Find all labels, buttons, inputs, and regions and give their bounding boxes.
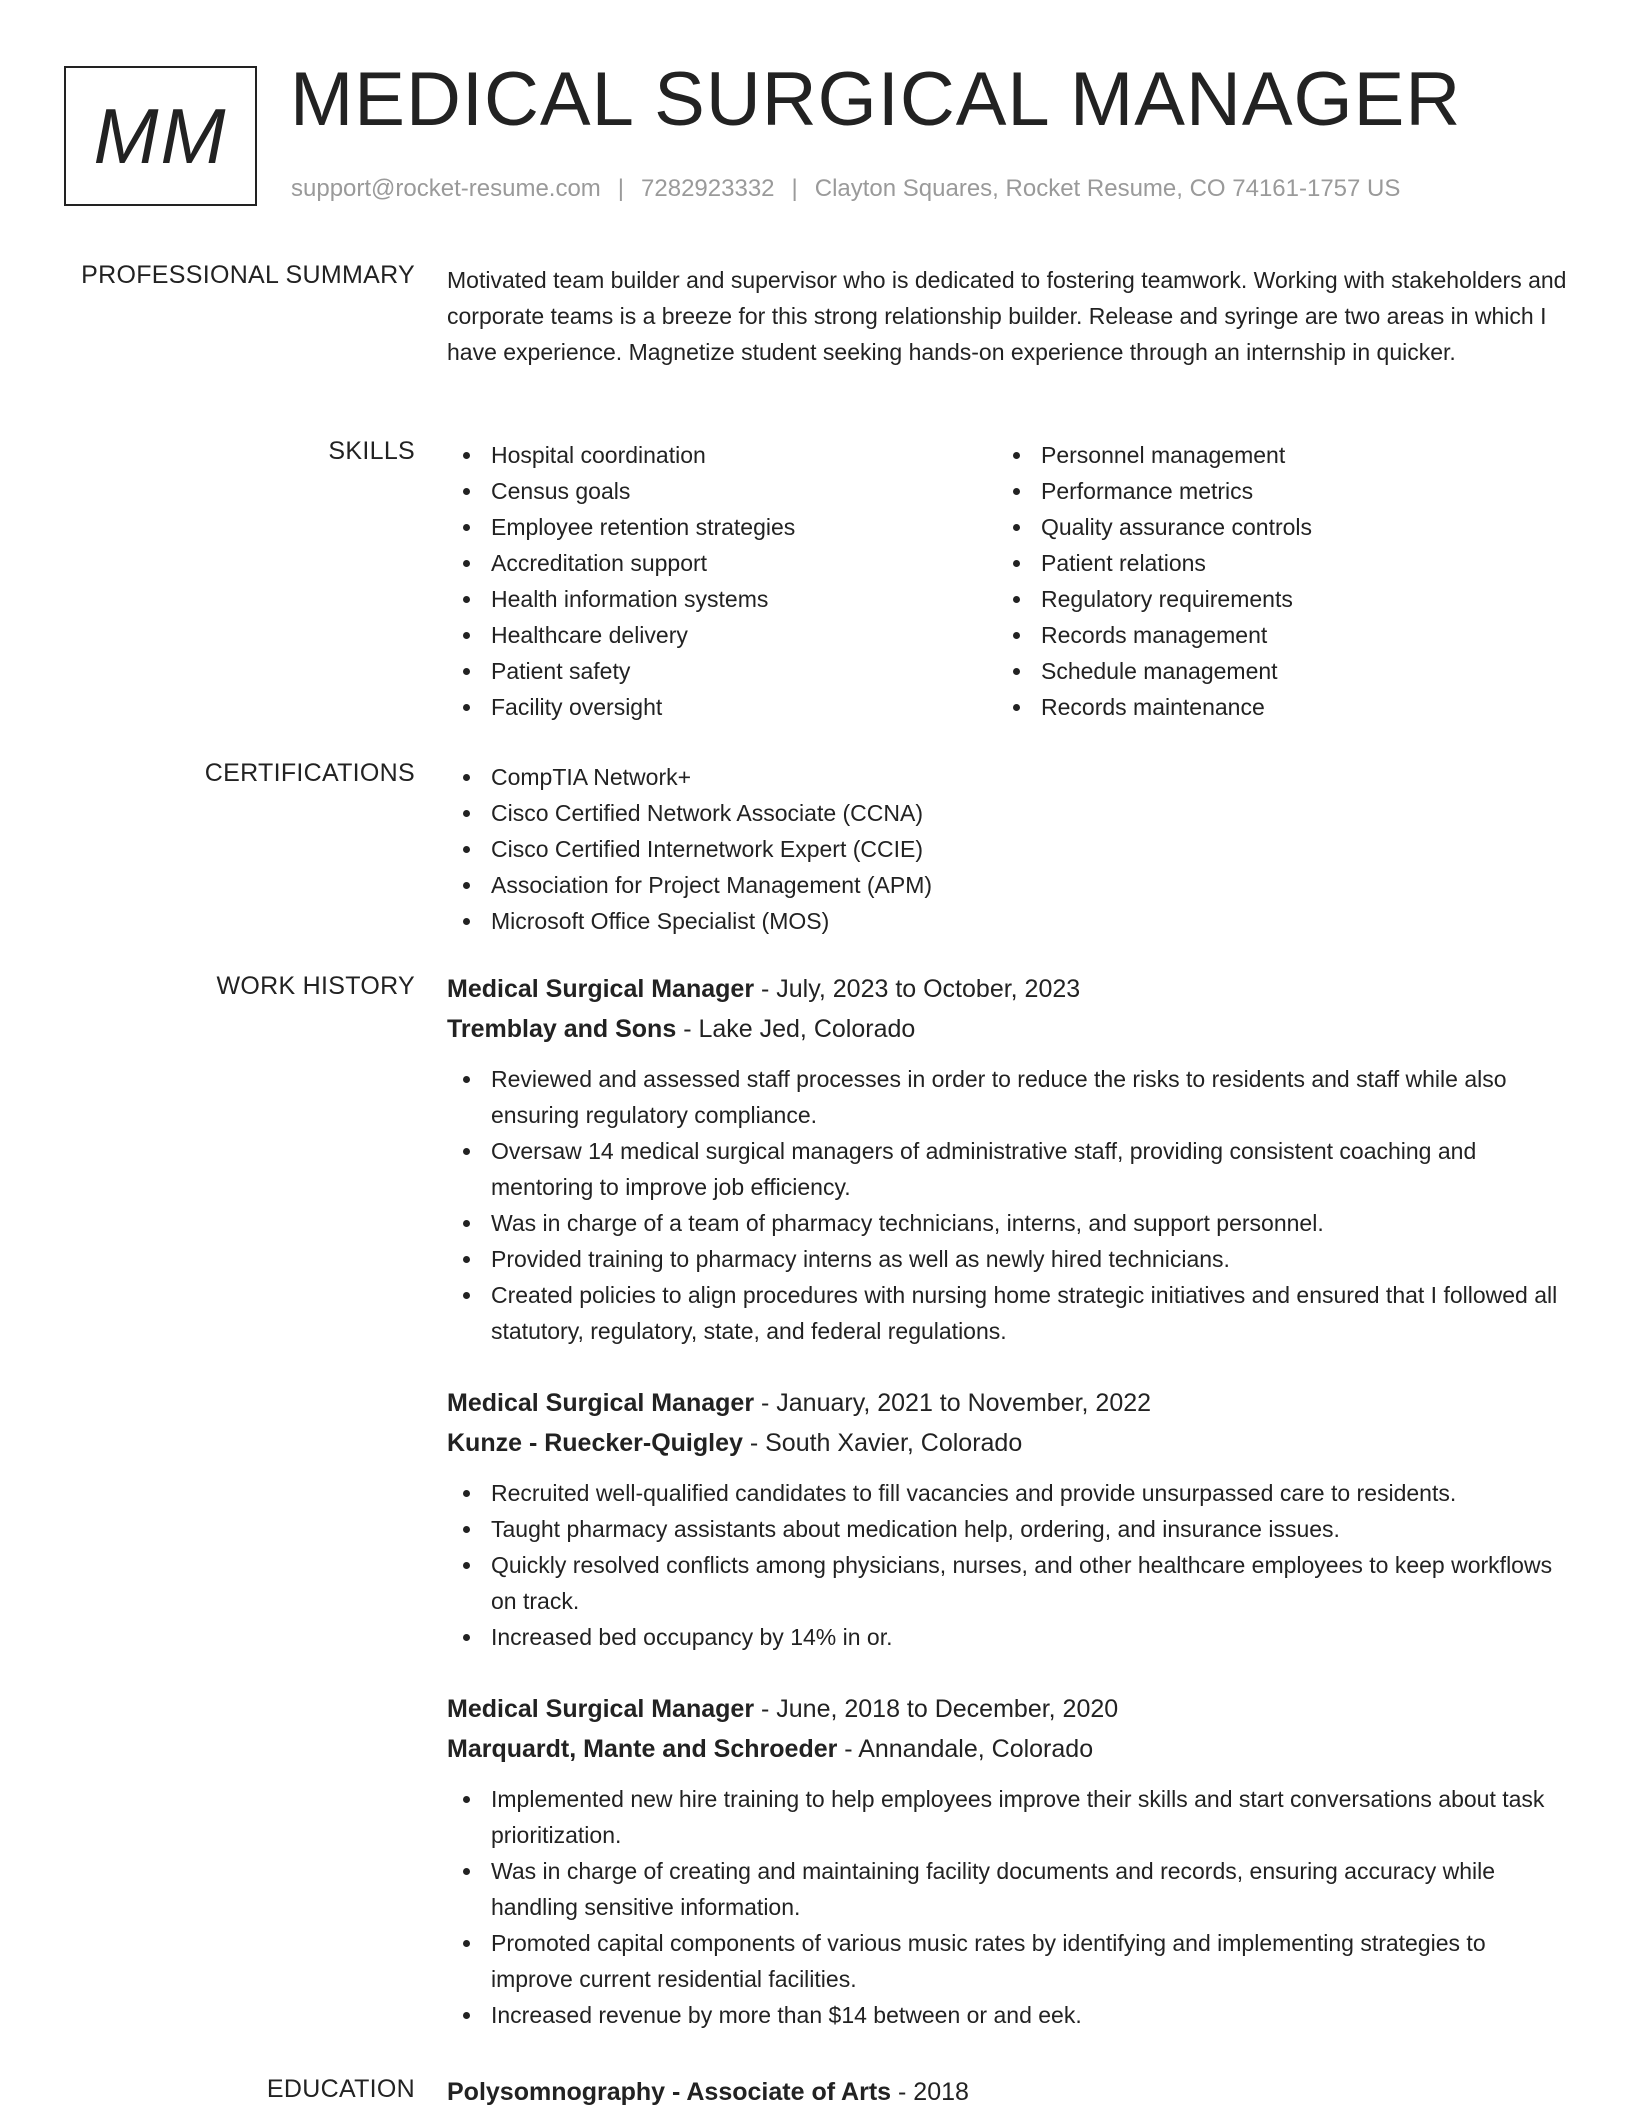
job-title: Medical Surgical Manager [447, 1695, 755, 1723]
job-company: Marquardt, Mante and Schroeder [447, 1735, 838, 1763]
monogram-box [64, 66, 257, 206]
job-duty-item: Promoted capital components of various music rates by identifying and implementing strategies to improve current residential facilities. [447, 1925, 1567, 1997]
contact-address: Clayton Squares, Rocket Resume, CO 74161-1757 US [814, 175, 1401, 202]
skill-item: Healthcare delivery [447, 617, 997, 653]
education-body [447, 2072, 1567, 2112]
contact-phone: 7282923332 [641, 175, 775, 202]
job-dates: - July, 2023 to October, 2023 [754, 975, 1081, 1003]
job-company-line [447, 1009, 1567, 1049]
monogram-initials: MM [93, 91, 228, 180]
certifications-heading: CERTIFICATIONS [204, 759, 415, 787]
job-duties-list [447, 1781, 1567, 2033]
contact-separator: | [791, 175, 798, 202]
skill-item: Performance metrics [997, 473, 1547, 509]
job-duty-item: Increased revenue by more than $14 between or and eek. [447, 1997, 1567, 2033]
certifications-list [447, 759, 1567, 939]
job-location: - Annandale, Colorado [837, 1735, 1094, 1763]
job-duty-item: Oversaw 14 medical surgical managers of administrative staff, providing consistent coaching and mentoring to improve job efficiency. [447, 1133, 1567, 1205]
skills-list-left [447, 437, 997, 725]
skill-item: Hospital coordination [447, 437, 997, 473]
job-duty-item: Was in charge of creating and maintaining facility documents and records, ensuring accuracy while handling sensitive information. [447, 1853, 1567, 1925]
skills-heading: SKILLS [328, 437, 415, 465]
skill-item: Regulatory requirements [997, 581, 1547, 617]
job-company: Kunze - Ruecker-Quigley [447, 1429, 743, 1457]
certification-item: Microsoft Office Specialist (MOS) [447, 903, 1567, 939]
summary-heading: PROFESSIONAL SUMMARY [81, 261, 415, 289]
work-history-heading: WORK HISTORY [216, 972, 415, 1000]
job-duty-item: Was in charge of a team of pharmacy technicians, interns, and support personnel. [447, 1205, 1567, 1241]
skill-item: Census goals [447, 473, 997, 509]
job-title: Medical Surgical Manager [447, 975, 755, 1003]
job-dates: - June, 2018 to December, 2020 [754, 1695, 1119, 1723]
skills-list-right [997, 437, 1547, 725]
job-duty-item: Recruited well-qualified candidates to fill vacancies and provide unsurpassed care to residents. [447, 1475, 1567, 1511]
job-duties-list [447, 1061, 1567, 1349]
skill-item: Accreditation support [447, 545, 997, 581]
job-dates: - January, 2021 to November, 2022 [754, 1389, 1152, 1417]
education-year: - 2018 [891, 2078, 969, 2106]
job-title-line [447, 1689, 1567, 1729]
job-duty-item: Quickly resolved conflicts among physicians, nurses, and other healthcare employees to keep workflows on track. [447, 1547, 1567, 1619]
skill-item: Health information systems [447, 581, 997, 617]
work-history-body [447, 969, 1567, 2067]
job-location: - South Xavier, Colorado [742, 1429, 1023, 1457]
certification-item: Cisco Certified Internetwork Expert (CCIE) [447, 831, 1567, 867]
summary-body [447, 261, 1567, 370]
job-duty-item: Implemented new hire training to help employees improve their skills and start conversations about task prioritization. [447, 1781, 1567, 1853]
job-entry [447, 969, 1567, 1349]
job-company: Tremblay and Sons [447, 1015, 677, 1043]
education-heading: EDUCATION [266, 2075, 415, 2103]
job-duty-item: Taught pharmacy assistants about medication help, ordering, and insurance issues. [447, 1511, 1567, 1547]
job-title-line [447, 1383, 1567, 1423]
job-duties-list [447, 1475, 1567, 1655]
job-duty-item: Provided training to pharmacy interns as well as newly hired technicians. [447, 1241, 1567, 1277]
skills-body [447, 437, 1567, 725]
job-title: Medical Surgical Manager [447, 1389, 755, 1417]
skill-item: Employee retention strategies [447, 509, 997, 545]
education-line [447, 2072, 1567, 2112]
skill-item: Quality assurance controls [997, 509, 1547, 545]
skill-item: Records management [997, 617, 1547, 653]
job-location: - Lake Jed, Colorado [676, 1015, 916, 1043]
certification-item: Cisco Certified Network Associate (CCNA) [447, 795, 1567, 831]
job-title-line [447, 969, 1567, 1009]
skill-item: Personnel management [997, 437, 1547, 473]
skill-item: Schedule management [997, 653, 1547, 689]
skill-item: Patient relations [997, 545, 1547, 581]
skill-item: Facility oversight [447, 689, 997, 725]
contact-separator: | [617, 175, 625, 202]
job-duty-item: Increased bed occupancy by 14% in or. [447, 1619, 1567, 1655]
summary-text: Motivated team builder and supervisor who is dedicated to fostering teamwork. Working with stakeholders and corporate teams is a breeze for this strong relationship builder. Release and syringe are two areas in which I have experience. Magnetize student seeking hands-on experience through an internship in quicker. [447, 267, 1567, 365]
job-duty-item: Reviewed and assessed staff processes in order to reduce the risks to residents and staff while also ensuring regulatory compliance. [447, 1061, 1567, 1133]
contact-email: support@rocket-resume.com [291, 175, 601, 202]
skill-item: Patient safety [447, 653, 997, 689]
resume-title: MEDICAL SURGICAL MANAGER [290, 57, 1462, 142]
job-entry [447, 1383, 1567, 1655]
certifications-body [447, 759, 1567, 939]
job-entry [447, 1689, 1567, 2033]
skill-item: Records maintenance [997, 689, 1547, 725]
job-duty-item: Created policies to align procedures with nursing home strategic initiatives and ensured that I followed all statutory, regulatory, state, and federal regulations. [447, 1277, 1567, 1349]
certification-item: CompTIA Network+ [447, 759, 1567, 795]
job-company-line [447, 1729, 1567, 1769]
education-degree: Polysomnography - Associate of Arts [447, 2078, 892, 2106]
certification-item: Association for Project Management (APM) [447, 867, 1567, 903]
job-company-line [447, 1423, 1567, 1463]
contact-line [291, 175, 1400, 203]
